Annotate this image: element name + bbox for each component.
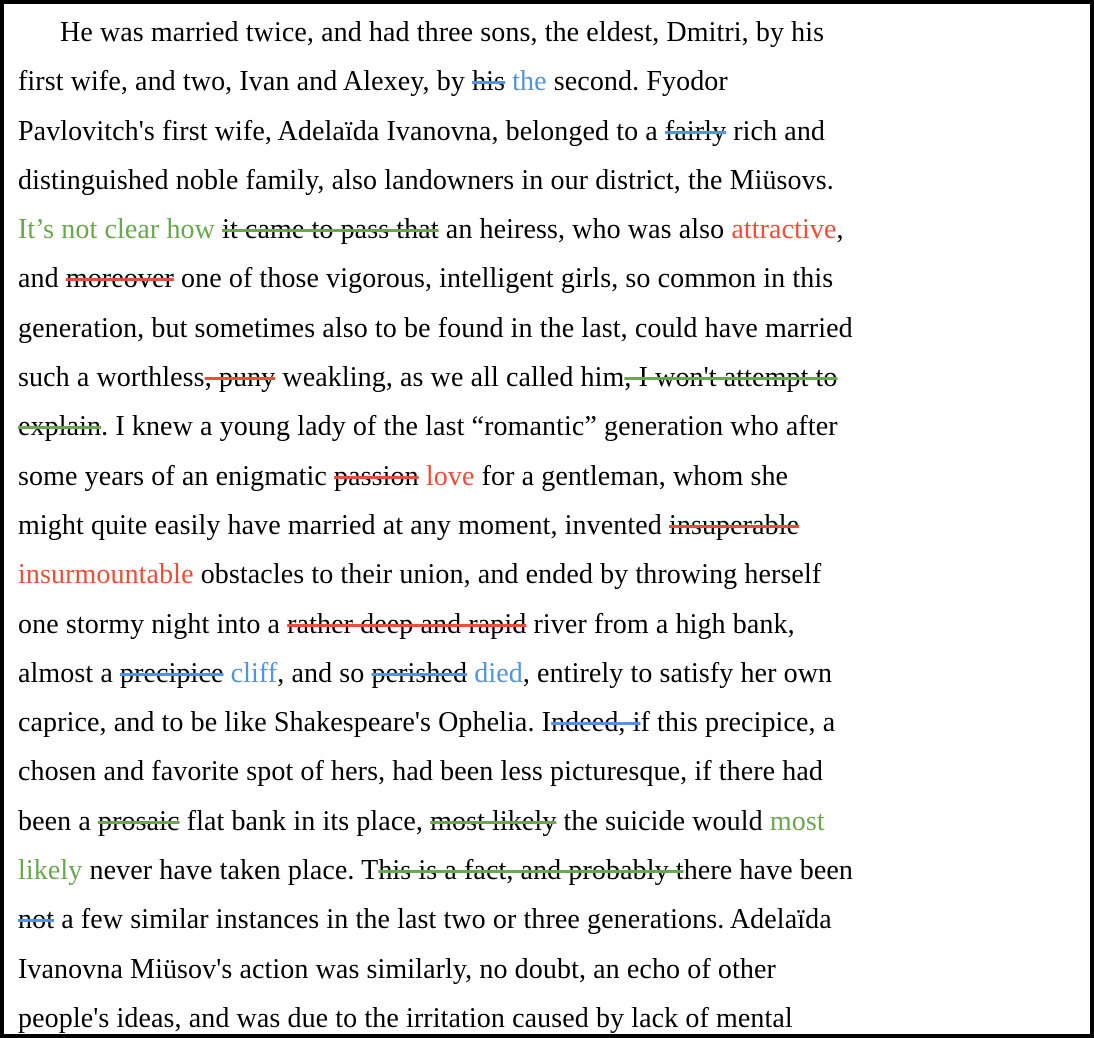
text-run: caprice, and to be like Shakespeare's Ophelia. I [18, 707, 552, 739]
text-run: second. Fyodor [546, 66, 728, 98]
deleted-text: prosaic [97, 805, 180, 837]
text-run: , [836, 214, 844, 246]
text-line [18, 895, 1076, 944]
text-run [419, 461, 426, 492]
deleted-text: fairly [664, 115, 727, 147]
text-run: . I knew a young lady of the last “romantic” generation who after [101, 411, 838, 443]
text-line [18, 254, 1076, 303]
text-run: and [18, 263, 66, 295]
text-line [18, 57, 1076, 106]
text-line [18, 797, 1076, 846]
deleted-text: his is a fact, and probably t [378, 855, 684, 887]
deleted-text: precipice [120, 657, 224, 689]
text-run: one stormy night into a [18, 608, 288, 640]
text-run: here have been [683, 855, 853, 887]
text-run: He was married twice, and had three sons, the eldest, Dmitri, by his [60, 17, 825, 48]
text-run: almost a [18, 657, 120, 689]
paragraph-text [18, 8, 1076, 1038]
deleted-text: most likely [430, 805, 557, 837]
text-run: river from a high bank, [526, 608, 795, 640]
text-line [18, 353, 1076, 402]
deleted-text: ndeed, i [551, 707, 641, 739]
text-line [18, 747, 1076, 796]
text-run: first wife, and two, Ivan and Alexey, by [18, 66, 473, 98]
text-run: never have taken place. T [82, 855, 379, 887]
inserted-text: cliff [230, 657, 278, 689]
text-run: obstacles to their union, and ended by throwing herself [193, 559, 822, 591]
inserted-text: attractive [731, 214, 837, 246]
text-run: been a [18, 805, 98, 837]
inserted-text: likely [18, 855, 83, 887]
text-run: some years of an enigmatic [18, 460, 335, 492]
inserted-text: the [512, 66, 547, 98]
text-run: Ivanovna Miüsov's action was similarly, no doubt, an echo of other [18, 953, 776, 985]
inserted-text: died [474, 657, 523, 689]
deleted-text: his [472, 66, 506, 98]
deleted-text: explain [18, 411, 102, 443]
text-run: generation, but sometimes also to be found in the last, could have married [18, 312, 853, 344]
text-run: , entirely to satisfy her own [522, 657, 833, 689]
text-line [18, 550, 1076, 599]
text-run: such a worthless [18, 362, 205, 394]
deleted-text: passion [334, 460, 419, 492]
text-run: distinguished noble family, also landowners in our district, the Miüsovs. [18, 164, 834, 196]
deleted-text: insuperable [668, 509, 800, 541]
text-run: for a gentleman, whom she [474, 460, 789, 492]
text-line [18, 452, 1076, 501]
text-line [18, 8, 1076, 57]
deleted-text: rather deep and rapid [287, 608, 527, 640]
text-line [18, 402, 1076, 451]
text-line [18, 698, 1076, 747]
deleted-text: , I won't attempt to [624, 362, 838, 394]
text-line [18, 945, 1076, 994]
text-line [18, 600, 1076, 649]
text-line [18, 205, 1076, 254]
text-line [18, 649, 1076, 698]
text-run: rich and [726, 115, 826, 147]
text-run: , and so [277, 657, 372, 689]
text-run: chosen and favorite spot of hers, had been less picturesque, if there had [18, 756, 824, 788]
deleted-text: perished [371, 657, 468, 689]
text-run: might quite easily have married at any moment, invented [18, 509, 669, 541]
deleted-text: moreover [65, 263, 174, 295]
text-run: flat bank in its place, [179, 805, 431, 837]
text-run [224, 658, 231, 689]
inserted-text: most [769, 805, 825, 837]
text-line [18, 107, 1076, 156]
text-run: an heiress, who was also [438, 214, 732, 246]
deleted-text: it came to pass that [222, 214, 439, 246]
text-run: weakling, as we all called him [275, 362, 625, 394]
inserted-text: love [425, 460, 475, 492]
text-run: one of those vigorous, intelligent girls, so common in this [173, 263, 834, 295]
inserted-text: insurmountable [18, 559, 194, 591]
text-line [18, 846, 1076, 895]
text-line [18, 156, 1076, 205]
text-run: people's ideas, and was due to the irritation caused by lack of mental [18, 1002, 793, 1034]
text-run: a few similar instances in the last two or three generations. Adelaïda [54, 904, 832, 936]
text-line [18, 994, 1076, 1038]
text-run: f this precipice, a [640, 707, 836, 739]
text-run: Pavlovitch's first wife, Adelaïda Ivanovna, belonged to a [18, 115, 665, 147]
text-run [215, 214, 222, 245]
text-line [18, 501, 1076, 550]
inserted-text: It’s not clear how [18, 214, 215, 246]
text-line [18, 304, 1076, 353]
deleted-text: not [18, 904, 55, 936]
text-run: the suicide would [556, 805, 770, 837]
deleted-text: , puny [204, 362, 276, 394]
